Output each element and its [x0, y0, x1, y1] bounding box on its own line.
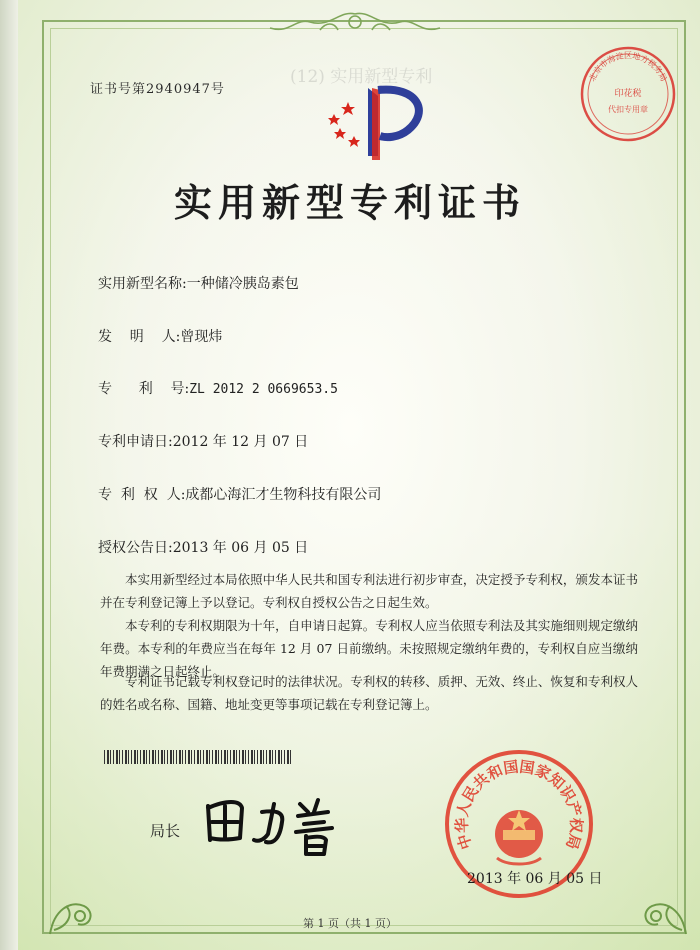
seal-date: 2013 年 06 月 05 日: [467, 871, 603, 887]
field-label: 专 利 权 人:: [98, 487, 186, 503]
patent-office-logo-icon: [318, 76, 438, 166]
field-patent-number: [98, 378, 338, 398]
certificate-paragraph: 专利证书记载专利权登记时的法律状况。专利权的转移、质押、无效、终止、恢复和专利权人的姓名或名称、国籍、地址变更等事项记载在专利登记簿上。: [100, 674, 638, 712]
field-label: 专 利 号:: [98, 381, 190, 397]
certificate-number: 证书号第2940947号: [90, 82, 225, 97]
field-value: 成都心海汇才生物科技有限公司: [185, 487, 382, 503]
field-patentee: [98, 484, 381, 504]
field-label: 专利申请日:: [98, 434, 173, 450]
barcode: [104, 750, 292, 764]
field-value: 2012 年 12 月 07 日: [172, 434, 309, 450]
tax-stamp-icon: [578, 44, 678, 144]
field-value: ZL 2012 2 0669653.5: [189, 382, 338, 397]
stamp-ring-text: 北京市海淀区地方税务局: [587, 51, 669, 83]
top-ornament-icon: [250, 8, 460, 42]
seal-text: 中华人民共和国国家知识产权局: [452, 757, 586, 852]
page-footer: 第 1 页（共 1 页）: [303, 917, 397, 930]
field-value: 曾现炜: [180, 329, 223, 345]
stamp-bottom-text: 代扣专用章: [608, 105, 648, 114]
faint-background-heading: (12) 实用新型专利: [290, 67, 433, 87]
stamp-center-text: 印花税: [614, 89, 642, 99]
field-grant-date: [98, 537, 308, 557]
page-edge-shadow: [0, 0, 18, 950]
field-value: 一种储冷胰岛素包: [186, 276, 299, 292]
director-signature-icon: [196, 782, 366, 862]
field-value: 2013 年 06 月 05 日: [172, 540, 309, 556]
svg-text:北京市海淀区地方税务局: [587, 50, 669, 82]
field-inventor: [98, 326, 222, 346]
certificate-paragraph: 本专利的专利权期限为十年，自申请日起算。专利权人应当依照专利法及其实施细则规定缴纳年费。本专利的年费应当在每年 12 月 07 日前缴纳。未按照规定缴纳年费的，专利权自应当缴纳年费期满之日起终止。: [100, 618, 638, 679]
certificate-paragraph: 本实用新型经过本局依照中华人民共和国专利法进行初步审查，决定授予专利权，颁发本证书并在专利登记簿上予以登记。专利权自授权公告之日起生效。: [100, 572, 638, 610]
field-label: 实用新型名称:: [98, 276, 187, 292]
field-label: 发 明 人:: [98, 329, 181, 345]
director-label: 局长: [150, 822, 181, 840]
certificate-title: 实用新型专利证书: [173, 180, 526, 225]
field-label: 授权公告日:: [98, 540, 173, 556]
field-utility-model-name: [98, 273, 299, 293]
field-application-date: [98, 431, 308, 451]
